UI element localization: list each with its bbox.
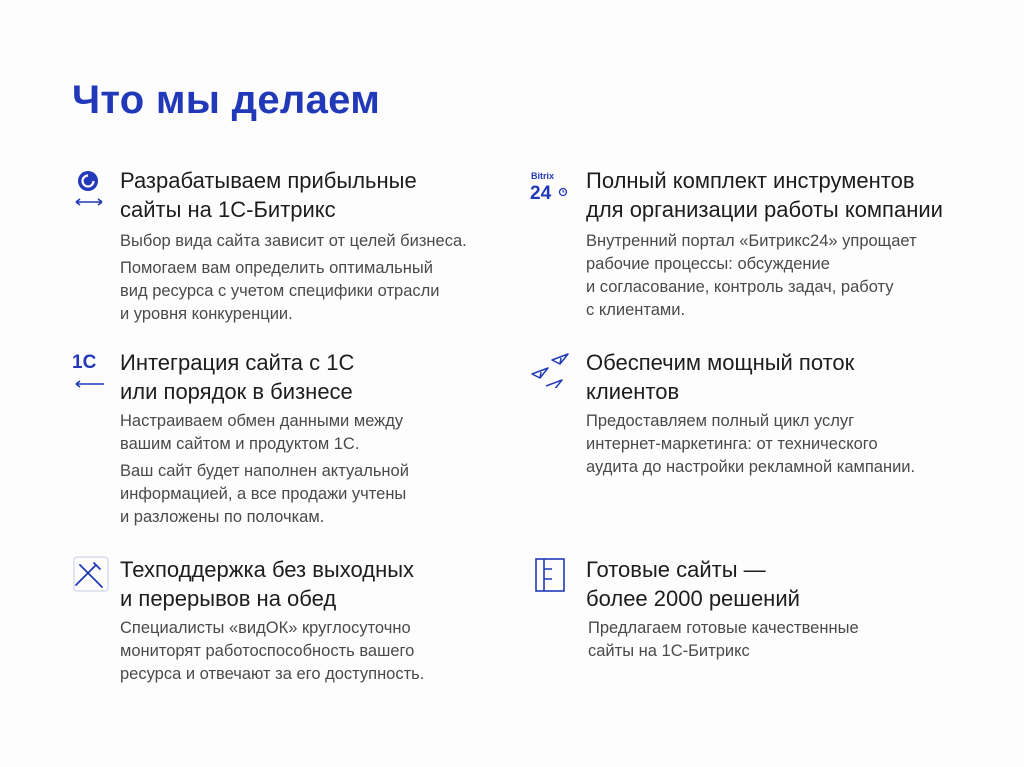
- paper-planes-icon: [530, 348, 570, 388]
- feature-heading: Разрабатываем прибыльные сайты на 1С-Битрикс: [120, 168, 417, 222]
- feature-text: Ваш сайт будет наполнен актуальной информацией, а все продажи учтены и разложены по полочкам.: [120, 462, 409, 526]
- bitrix-logo-arrows-icon: [72, 166, 112, 206]
- feature-heading: Обеспечим мощный поток клиентов: [586, 350, 855, 404]
- svg-text:1С: 1С: [72, 352, 97, 373]
- bitrix24-logo-icon: [530, 166, 570, 206]
- feature-text: Помогаем вам определить оптимальный вид ресурса с учетом специфики отрасли и уровня конкуренции.: [120, 259, 440, 323]
- 1c-logo-arrow-icon: [72, 348, 112, 388]
- feature-text: Внутренний портал «Битрикс24» упрощает рабочие процессы: обсуждение и согласование, контроль задач, работу с клиентами.: [586, 232, 917, 319]
- svg-text:24: 24: [530, 183, 552, 204]
- feature-heading: Готовые сайты — более 2000 решений: [586, 557, 800, 611]
- svg-text:Bitrix: Bitrix: [531, 171, 555, 181]
- site-template-icon: [530, 555, 570, 595]
- feature-heading: Техподдержка без выходных и перерывов на обед: [120, 557, 415, 611]
- feature-heading: Полный комплект инструментов для организации работы компании: [586, 168, 943, 222]
- tools-icon: [72, 555, 112, 595]
- feature-heading: Интеграция сайта с 1С или порядок в бизнесе: [120, 350, 355, 404]
- feature-text: Предлагаем готовые качественные сайты на 1С-Битрикс: [588, 619, 859, 660]
- feature-text: Предоставляем полный цикл услуг интернет-маркетинга: от технического аудита до настройки рекламной кампании.: [586, 412, 916, 476]
- feature-text: Специалисты «видОК» круглосуточно мониторят работоспособность вашего ресурса и отвечают за его доступность.: [120, 619, 425, 683]
- feature-text: Настраиваем обмен данными между вашим сайтом и продуктом 1С.: [120, 412, 404, 453]
- feature-text: Выбор вида сайта зависит от целей бизнеса.: [120, 232, 467, 250]
- page-title: Что мы делаем: [72, 78, 381, 122]
